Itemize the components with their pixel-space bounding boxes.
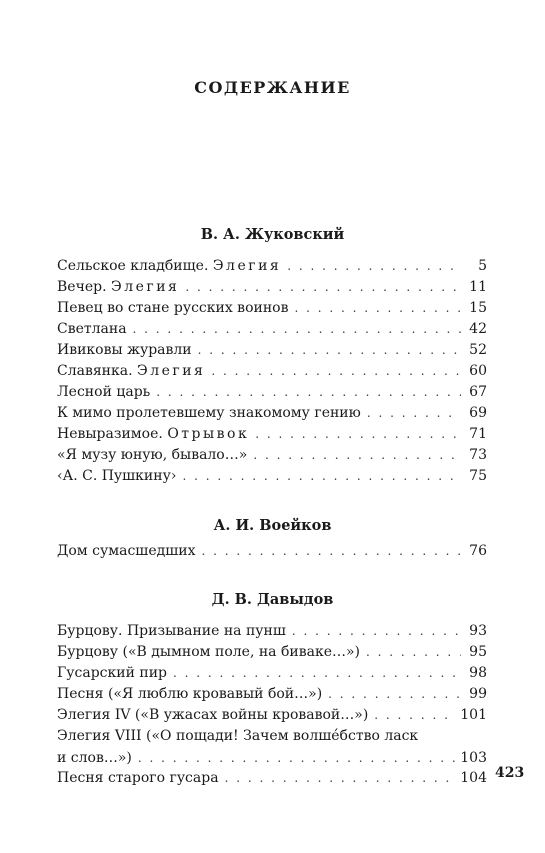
dot-leader	[292, 620, 461, 642]
dot-leader	[253, 444, 461, 466]
dot-leader	[156, 381, 461, 403]
page-number: 60	[469, 363, 487, 379]
entry-subtitle: Элегия	[212, 258, 282, 274]
page-number: 95	[469, 644, 487, 660]
toc-entry[interactable]	[57, 381, 487, 403]
dot-leader	[287, 255, 461, 277]
page-number: 11	[469, 279, 487, 295]
page-number: 99	[469, 686, 487, 702]
toc-entry[interactable]	[57, 767, 487, 789]
section-author-voeikov: А. И. Воейков	[213, 517, 332, 534]
entry-subtitle: Элегия	[137, 363, 206, 379]
entry-title: Элегия VIII («О пощади! Зачем волшéбство ласк	[57, 728, 419, 744]
dot-leader	[185, 276, 461, 298]
section-author-zhukovsky: В. А. Жуковский	[200, 226, 345, 243]
toc-entry[interactable]	[57, 423, 487, 445]
page-number: 42	[469, 321, 487, 337]
entry-title: ‹А. С. Пушкину›	[57, 468, 177, 484]
page-number: 75	[469, 468, 487, 484]
toc-entry[interactable]	[57, 444, 487, 466]
toc-entry[interactable]	[57, 339, 487, 361]
page-number: 71	[469, 426, 487, 442]
entry-subtitle: Отрывок	[167, 426, 250, 442]
page-folio: 423	[495, 765, 525, 781]
dot-leader	[133, 318, 461, 340]
entry-title-continued: и слов…»)	[57, 750, 132, 766]
page-number: 103	[460, 750, 487, 766]
dot-leader	[198, 339, 461, 361]
toc-entry[interactable]	[57, 297, 487, 319]
toc-entry[interactable]	[57, 318, 487, 340]
entry-title: Вечер.	[57, 279, 107, 295]
dot-leader	[138, 747, 456, 769]
page-number: 52	[469, 342, 487, 358]
entry-title: «Я музу юную, бывало…»	[57, 447, 248, 463]
entry-title: Светлана	[57, 321, 127, 337]
entry-title: Лесной царь	[57, 384, 151, 400]
section-author-davydov: Д. В. Давыдов	[211, 591, 334, 608]
entry-title: Ивиковы журавли	[57, 342, 192, 358]
entry-title: Славянка.	[57, 363, 133, 379]
entry-title: Певец во стане русских воинов	[57, 300, 289, 316]
entry-subtitle: Элегия	[110, 279, 180, 295]
dot-leader	[201, 540, 461, 562]
page-number: 73	[469, 447, 487, 463]
entry-title: Песня старого гусара	[57, 770, 219, 786]
entry-title: Дом сумасшедших	[57, 543, 196, 559]
entry-title: Песня («Я люблю кровавый бой…»)	[57, 686, 323, 702]
entry-title: Элегия IV («В ужасах войны кровавой…»)	[57, 707, 369, 723]
toc-entry[interactable]	[57, 402, 487, 424]
dot-leader	[255, 423, 461, 445]
entry-title: Невыразимое.	[57, 426, 163, 442]
toc-entry[interactable]	[57, 704, 487, 726]
page-number: 101	[460, 707, 487, 723]
entry-title: Бурцову. Призывание на пунш	[57, 623, 286, 639]
entry-title: Гусарский пир	[57, 665, 167, 681]
page-number: 69	[469, 405, 487, 421]
dot-leader	[328, 683, 461, 705]
toc-entry[interactable]	[57, 360, 487, 382]
toc-entry[interactable]	[57, 276, 487, 298]
toc-entry[interactable]	[57, 662, 487, 684]
entry-title: Бурцову («В дымном поле, на биваке…»)	[57, 644, 361, 660]
entry-title: К мимо пролетевшему знакомому гению	[57, 405, 361, 421]
dot-leader	[367, 402, 461, 424]
toc-entry[interactable]	[57, 725, 487, 769]
page-number: 93	[469, 623, 487, 639]
page-number: 15	[469, 300, 487, 316]
toc-entry[interactable]	[57, 620, 487, 642]
dot-leader	[225, 767, 457, 789]
page-number: 76	[469, 543, 487, 559]
entry-title: Сельское кладбище.	[57, 258, 209, 274]
toc-entry[interactable]	[57, 255, 487, 277]
toc-entry[interactable]	[57, 641, 487, 663]
page-number: 67	[469, 384, 487, 400]
toc-entry[interactable]	[57, 540, 487, 562]
toc-entry[interactable]	[57, 465, 487, 487]
dot-leader	[366, 641, 461, 663]
page-number: 104	[460, 770, 487, 786]
page-number: 5	[478, 258, 487, 274]
dot-leader	[294, 297, 461, 319]
dot-leader	[173, 662, 461, 684]
dot-leader	[182, 465, 461, 487]
dot-leader	[374, 704, 456, 726]
page-title: СОДЕРЖАНИЕ	[194, 78, 351, 97]
dot-leader	[211, 360, 461, 382]
page-number: 98	[469, 665, 487, 681]
toc-entry[interactable]	[57, 683, 487, 705]
